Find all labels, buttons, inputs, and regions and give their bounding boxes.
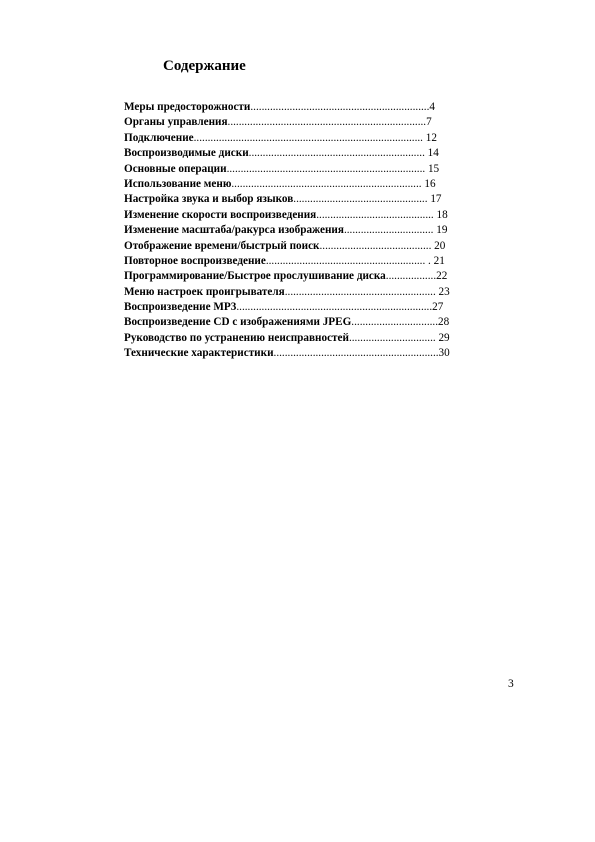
toc-entry-leader: ............................................................... xyxy=(248,147,425,160)
toc-entry xyxy=(124,100,484,115)
toc-entry-page: 18 xyxy=(433,208,448,221)
toc-entry-page: 15 xyxy=(425,162,440,175)
toc-entry-page: 21 xyxy=(430,254,445,267)
toc-entry-label: Повторное воспроизведение xyxy=(124,254,266,267)
toc-entry-leader: ........................................................... xyxy=(273,347,439,360)
toc-entry-label: Воспроизведение CD с изображениями JPEG xyxy=(124,316,352,329)
toc-entry-page: 12 xyxy=(422,131,437,144)
toc-entry-label: Технические характеристики xyxy=(124,347,274,360)
toc-entry-leader: ...................................................................... xyxy=(236,301,433,314)
toc-entry-label: Использование меню xyxy=(124,177,232,190)
toc-entry-leader: ........................................ xyxy=(319,239,432,252)
toc-entry-label: Программирование/Быстрое прослушивание диска xyxy=(124,270,386,283)
toc-entry-page: 4 xyxy=(429,101,435,113)
toc-entry-leader: ............................... xyxy=(351,316,438,329)
toc-entry-page: 16 xyxy=(421,177,436,190)
toc-entry-label: Меню настроек проигрывателя xyxy=(124,285,285,298)
toc-entry-page: 23 xyxy=(435,285,450,298)
toc-entry-leader: ................................ xyxy=(343,224,434,237)
toc-entry-page: 19 xyxy=(433,224,448,237)
table-of-contents xyxy=(124,100,484,362)
toc-entry-page: 28 xyxy=(438,316,450,329)
toc-entry xyxy=(124,269,484,284)
toc-entry-page: 17 xyxy=(427,193,442,206)
toc-entry-leader: ................................................................ xyxy=(250,101,430,113)
toc-entry-leader: ....................................................................... xyxy=(226,162,426,175)
toc-entry-label: Руководство по устранению неисправностей xyxy=(124,331,349,344)
toc-entry xyxy=(124,177,484,192)
toc-entry xyxy=(124,300,484,315)
toc-entry-label: Воспроизведение MP3 xyxy=(124,301,237,314)
toc-entry xyxy=(124,239,484,254)
toc-entry-leader: ......................................................... . xyxy=(265,254,431,267)
toc-entry-label: Меры предосторожности xyxy=(124,101,251,113)
page-number: 3 xyxy=(508,678,514,690)
toc-entry-leader: ...................................................... xyxy=(284,285,436,298)
toc-entry-leader: ............................... xyxy=(348,331,436,344)
toc-entry xyxy=(124,346,484,361)
toc-entry-page: 20 xyxy=(431,239,446,252)
toc-entry xyxy=(124,331,484,346)
toc-entry-leader: .................................................................... xyxy=(231,177,422,190)
toc-entry xyxy=(124,285,484,300)
toc-entry-page: 14 xyxy=(424,147,439,160)
toc-entry-label: Органы управления xyxy=(124,116,228,129)
toc-entry-leader: .......................................... xyxy=(316,208,434,221)
toc-entry xyxy=(124,162,484,177)
toc-entry-label: Настройка звука и выбор языков xyxy=(124,193,294,206)
toc-entry xyxy=(124,254,484,269)
toc-entry-label: Изменение скорости воспроизведения xyxy=(124,208,317,221)
toc-entry-page: 30 xyxy=(438,347,450,360)
toc-entry-label: Изменение масштаба/ракурса изображения xyxy=(124,224,344,237)
toc-entry-leader: .................. xyxy=(385,270,437,283)
toc-entry-label: Основные операции xyxy=(124,162,227,175)
toc-entry-leader: ................................................ xyxy=(293,193,428,206)
toc-entry xyxy=(124,208,484,223)
toc-entry xyxy=(124,315,484,330)
toc-entry-label: Подключение xyxy=(124,131,194,144)
toc-entry xyxy=(124,192,484,207)
toc-entry-page: 27 xyxy=(432,301,444,314)
toc-entry xyxy=(124,146,484,161)
toc-entry-label: Отображение времени/быстрый поиск xyxy=(124,239,320,252)
toc-entry-leader: ....................................................................... xyxy=(227,116,427,129)
toc-entry-page: 7 xyxy=(426,116,432,129)
toc-entry xyxy=(124,223,484,238)
toc-entry-page: 29 xyxy=(435,331,450,344)
page-title: Содержание xyxy=(163,58,246,74)
toc-entry-label: Воспроизводимые диски xyxy=(124,147,249,160)
toc-entry-page: 22 xyxy=(436,270,448,283)
toc-entry xyxy=(124,131,484,146)
toc-entry-leader: .................................................................................. xyxy=(193,131,423,144)
toc-entry xyxy=(124,115,484,130)
